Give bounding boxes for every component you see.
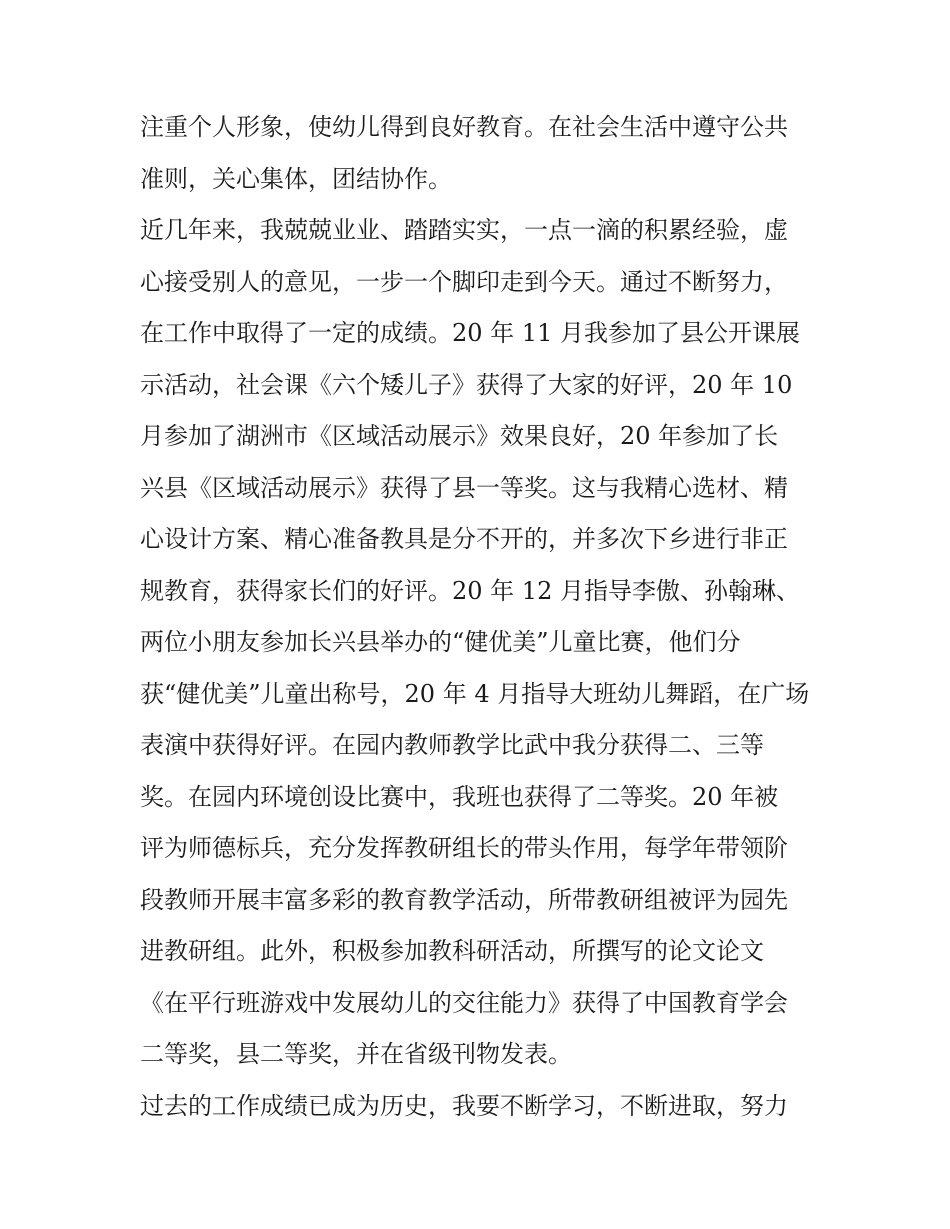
text-line: 两位小朋友参加长兴县举办的“健优美”儿童比赛，他们分 [140,628,741,656]
text-line: 兴县《区域活动展示》获得了县一等奖。这与我精心选材、精 [140,473,788,502]
text-line: 准则，关心集体，团结协作。 [140,164,452,193]
text-line: 心接受别人的意见，一步一个脚印走到今天。通过不断努力， [140,267,788,296]
text-line: 月参加了湖洲市《区域活动展示》效果良好，20 年参加了长 [140,422,779,450]
text-line: 规教育，获得家长们的好评。20 年 12 月指导李傲、孙翰琳、 [140,576,800,605]
text-line: 评为师德标兵，充分发挥教研组长的带头作用，每学年带领阶 [140,834,788,862]
text-line: 奖。在园内环境创设比赛中，我班也获得了二等奖。20 年被 [140,782,779,811]
text-line: 进教研组。此外，积极参加教科研活动，所撰写的论文论文 [140,937,764,965]
text-line: 近几年来，我兢兢业业、踏踏实实，一点一滴的积累经验，虚 [140,216,788,244]
text-line: 表演中获得好评。在园内教师教学比武中我分获得二、三等 [140,731,764,759]
text-line: 获“健优美”儿童出称号，20 年 4 月指导大班幼儿舞蹈，在广场 [140,679,810,708]
body-text [140,102,820,1132]
text-line: 心设计方案、精心准备教具是分不开的，并多次下乡进行非正 [140,525,788,553]
text-line: 二等奖，县二等奖，并在省级刊物发表。 [140,1040,572,1068]
text-line: 示活动，社会课《六个矮儿子》获得了大家的好评，20 年 10 [140,370,793,399]
text-line: 《在平行班游戏中发展幼儿的交往能力》获得了中国教育学会 [140,988,788,1017]
text-line: 在工作中取得了一定的成绩。20 年 11 月我参加了县公开课展 [140,319,800,347]
text-line: 过去的工作成绩已成为历史，我要不断学习，不断进取，努力 [140,1091,788,1120]
text-line: 注重个人形象，使幼儿得到良好教育。在社会生活中遵守公共 [140,113,788,141]
text-line: 段教师开展丰富多彩的教育教学活动，所带教研组被评为园先 [140,885,788,914]
